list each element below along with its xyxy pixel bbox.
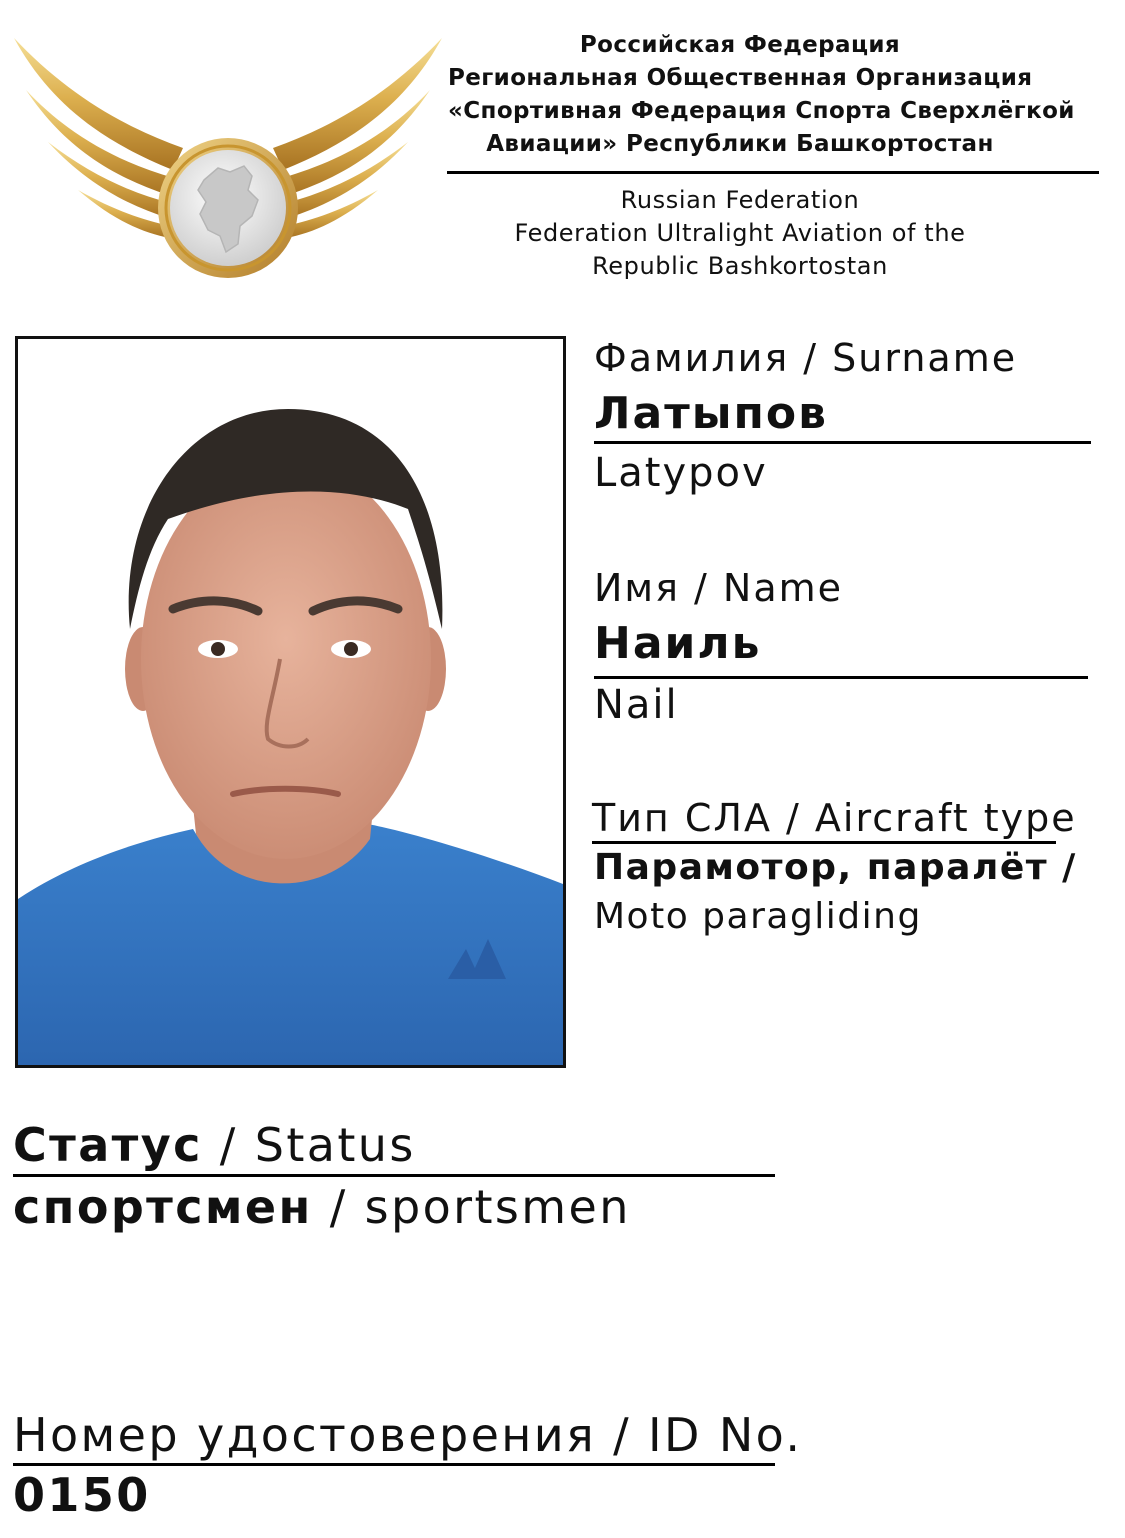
winged-emblem-icon: [8, 30, 448, 290]
status-value-separator: /: [312, 1180, 365, 1234]
name-label: Имя / Name: [594, 566, 844, 610]
surname-ru-value: Латыпов: [594, 388, 828, 439]
portrait-image: [18, 339, 563, 1065]
name-ru-value: Наиль: [594, 618, 762, 669]
header-ru-line-2: Региональная Общественная Организация: [448, 65, 1033, 91]
aircraft-divider: [592, 841, 1056, 844]
surname-divider: [594, 441, 1091, 444]
aircraft-ru-value: Парамотор, паралёт /: [594, 847, 1077, 888]
status-label-separator: /: [202, 1118, 255, 1172]
portrait-photo: [15, 336, 566, 1068]
status-value: [13, 1180, 631, 1234]
status-value-en: sportsmen: [364, 1180, 631, 1234]
status-divider: [13, 1174, 775, 1177]
id-number-value: 0150: [13, 1468, 151, 1522]
header-ru-line-4: Авиации» Республики Башкортостан: [486, 131, 994, 157]
name-en-value: Nail: [594, 682, 679, 728]
header-en-line-1: Russian Federation: [620, 186, 860, 214]
aircraft-en-value: Moto paragliding: [594, 896, 922, 937]
id-number-label: Номер удостоверения / ID No.: [13, 1408, 803, 1462]
header-en-line-3: Republic Bashkortostan: [592, 252, 888, 280]
header-ru-line-1: Российская Федерация: [579, 32, 901, 58]
surname-en-value: Latypov: [594, 450, 768, 496]
id-divider: [13, 1463, 775, 1466]
header-ru-line-3: «Спортивная Федерация Спорта Сверхлёгкой: [448, 98, 1075, 124]
status-label-ru: Статус: [13, 1118, 203, 1172]
surname-label: Фамилия / Surname: [594, 336, 1018, 380]
status-value-ru: спортсмен: [13, 1180, 313, 1234]
status-label: [13, 1118, 416, 1172]
status-label-en: Status: [254, 1118, 416, 1172]
header-divider: [447, 171, 1099, 174]
header-en-line-2: Federation Ultralight Aviation of the: [514, 219, 966, 247]
name-divider: [594, 676, 1088, 679]
aircraft-type-label: Тип СЛА / Aircraft type: [592, 796, 1077, 840]
